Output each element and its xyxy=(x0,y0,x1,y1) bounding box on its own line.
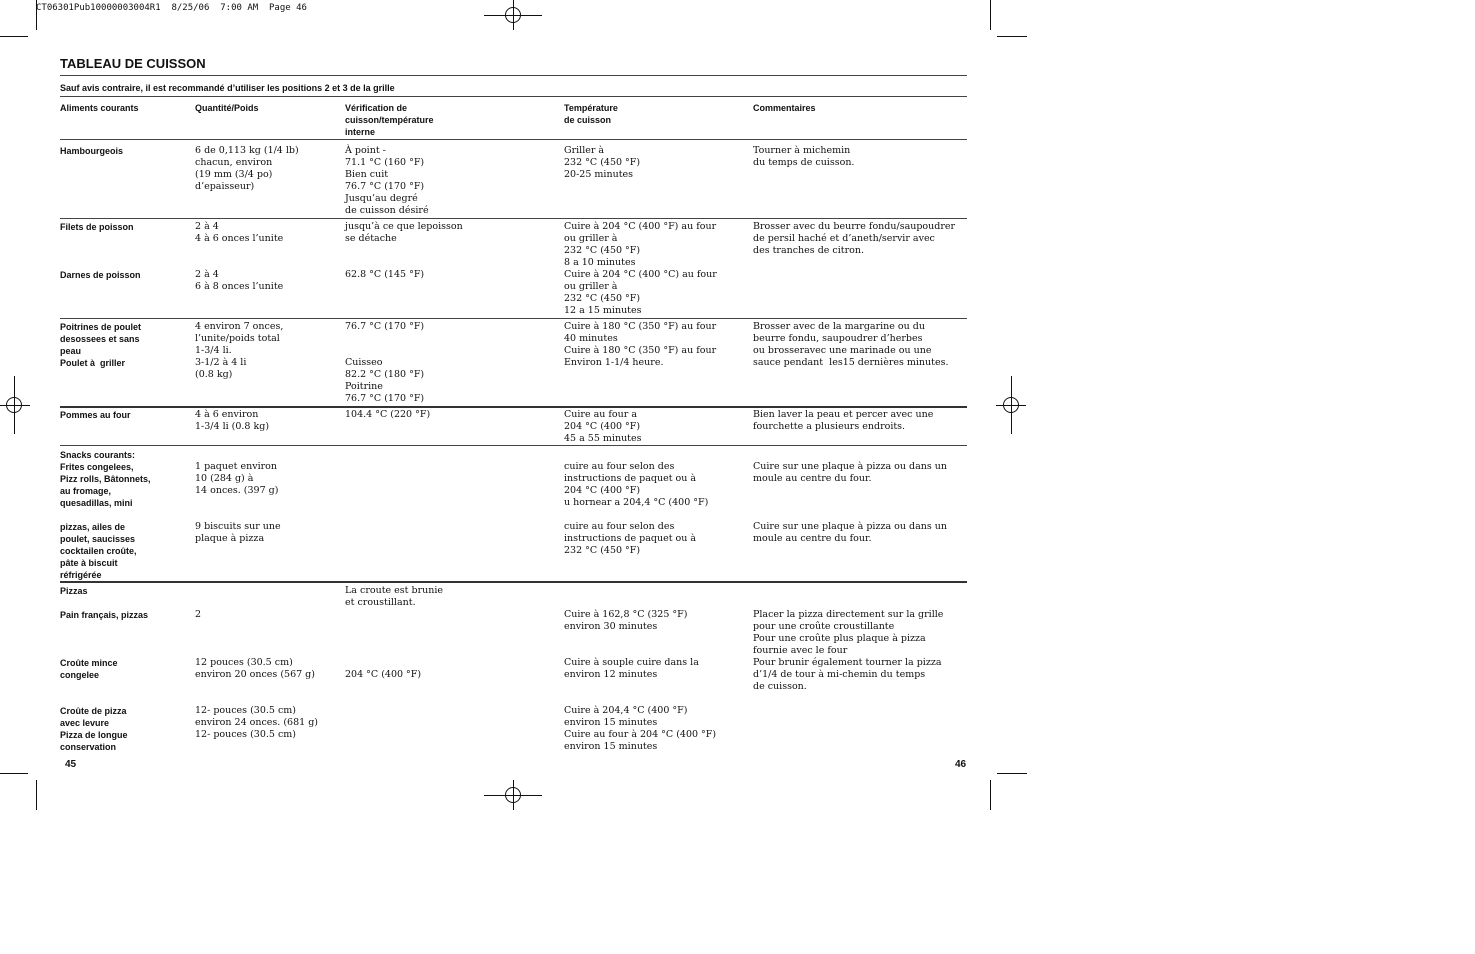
cell-quantite: 4 environ 7 onces, l’unite/poids total 1-3/4 li. 3-1/2 à 4 li (0.8 kg) xyxy=(195,321,284,380)
header-commentaires: Commentaires xyxy=(753,103,816,113)
cell-commentaire: Cuire sur une plaque à pizza ou dans un moule au centre du four. xyxy=(753,461,948,484)
page-number-right: 46 xyxy=(955,759,967,770)
divider xyxy=(60,96,967,97)
cell-verification: 104.4 °C (220 °F) xyxy=(345,409,431,420)
cell-quantite: 12- pouces (30.5 cm) environ 24 onces. (681 g) 12- pouces (30.5 cm) xyxy=(195,705,318,740)
crop-mark xyxy=(997,36,1027,37)
crop-mark xyxy=(0,773,28,774)
page-number-left: 45 xyxy=(65,759,77,770)
cell-quantite: 4 à 6 environ 1-3/4 li (0.8 kg) xyxy=(195,409,270,432)
cell-aliment: pizzas, ailes de poulet, saucisses cocktailen croûte, pâte à biscuit réfrigérée xyxy=(60,522,137,580)
cell-verification: 76.7 °C (170 °F) Cuisseo 82.2 °C (180 °F) Poitrine 76.7 °C (170 °F) xyxy=(345,321,425,404)
divider xyxy=(60,406,967,408)
cell-temperature: cuire au four selon des instructions de paquet ou à 204 °C (400 °F) u hornear a 204,4 °C (400 °F) xyxy=(564,461,709,508)
cell-aliment: Pain français, pizzas xyxy=(60,610,149,620)
cell-aliment: Darnes de poisson xyxy=(60,270,141,280)
cell-temperature: Cuire à 162,8 °C (325 °F) environ 30 minutes xyxy=(564,609,688,632)
crop-mark xyxy=(36,780,37,810)
header-verification: Vérification de cuisson/température interne xyxy=(345,103,434,137)
cell-temperature: Cuire au four a 204 °C (400 °F) 45 a 55 minutes xyxy=(564,409,642,444)
cell-aliment: Hambourgeois xyxy=(60,146,124,156)
cell-aliment: Pizzas xyxy=(60,586,88,596)
cell-commentaire: Brosser avec de la margarine ou du beurre fondu, saupoudrer d’herbes ou brosseravec une marinade ou une sauce pendant les15 dernières minutes. xyxy=(753,321,949,368)
crop-mark xyxy=(990,0,991,30)
cell-quantite: 12 pouces (30.5 cm) environ 20 onces (567 g) xyxy=(195,657,315,680)
divider xyxy=(60,218,967,219)
page-title: TABLEAU DE CUISSON xyxy=(60,56,206,71)
crop-mark xyxy=(0,36,28,37)
cell-temperature: Cuire à souple cuire dans la environ 12 minutes xyxy=(564,657,699,680)
cell-aliment: Poitrines de poulet desossees et sans peau Poulet à griller xyxy=(60,322,142,368)
cell-temperature: Griller à 232 °C (450 °F) 20-25 minutes xyxy=(564,145,641,180)
printer-slug: CT06301Pub10000003004R1 8/25/06 7:00 AM Page 46 xyxy=(36,3,307,13)
cell-quantite: 6 de 0,113 kg (1/4 lb) chacun, environ (19 mm (3/4 po) d’epaisseur) xyxy=(195,145,299,192)
header-aliments: Aliments courants xyxy=(60,103,139,113)
crop-mark xyxy=(36,0,37,30)
cell-aliment: Pommes au four xyxy=(60,410,131,420)
crop-mark xyxy=(997,773,1027,774)
cell-quantite: 1 paquet environ 10 (284 g) à 14 onces. (397 g) xyxy=(195,461,279,496)
cell-quantite: 2 à 4 6 à 8 onces l’unite xyxy=(195,269,284,292)
header-temperature: Température de cuisson xyxy=(564,103,618,125)
cell-commentaire: Placer la pizza directement sur la grille pour une croûte croustillante Pour une croûte plus plaque à pizza fournie avec le four Pour brunir également tourner la pizza d’1/4 de tour à mi-chemin du temps de cuisson. xyxy=(753,609,944,692)
cell-verification: La croute est brunie et croustillant. xyxy=(345,585,444,608)
cell-temperature: Cuire à 204,4 °C (400 °F) environ 15 minutes Cuire au four à 204 °C (400 °F) environ 15 minutes xyxy=(564,705,717,752)
divider xyxy=(60,139,967,140)
cell-verification: 62.8 °C (145 °F) xyxy=(345,269,425,280)
cell-temperature: cuire au four selon des instructions de paquet ou à 232 °C (450 °F) xyxy=(564,521,697,556)
cell-aliment: Snacks courants: Frites congelees, Pizz rolls, Bâtonnets, au fromage, quesadillas, mini xyxy=(60,450,151,508)
cell-quantite: 2 xyxy=(195,609,202,620)
cell-temperature: Cuire à 180 °C (350 °F) au four 40 minutes Cuire à 180 °C (350 °F) au four Environ 1-1/4 heure. xyxy=(564,321,717,368)
header-quantite: Quantité/Poids xyxy=(195,103,259,113)
crop-mark xyxy=(990,780,991,810)
cell-commentaire: Cuire sur une plaque à pizza ou dans un moule au centre du four. xyxy=(753,521,948,544)
cell-quantite: 2 à 4 4 à 6 onces l’unite xyxy=(195,221,284,244)
cell-quantite: 9 biscuits sur une plaque à pizza xyxy=(195,521,281,544)
cell-verification: 204 °C (400 °F) xyxy=(345,669,422,680)
cell-temperature: Cuire à 204 °C (400 °F) au four ou griller à 232 °C (450 °F) 8 a 10 minutes xyxy=(564,221,717,268)
cell-commentaire: Brosser avec du beurre fondu/saupoudrer de persil haché et d’aneth/servir avec des tranches de citron. xyxy=(753,221,956,256)
cell-verification: jusqu’à ce que lepoisson se détache xyxy=(345,221,463,244)
cell-verification: À point - 71.1 °C (160 °F) Bien cuit 76.7 °C (170 °F) Jusqu’au degré de cuisson désiré xyxy=(345,145,429,216)
divider xyxy=(60,445,967,446)
cell-commentaire: Tourner à michemin du temps de cuisson. xyxy=(753,145,855,168)
cell-commentaire: Bien laver la peau et percer avec une fourchette a plusieurs endroits. xyxy=(753,409,934,432)
cell-aliment: Croûte mince congelee xyxy=(60,658,118,680)
cell-temperature: Cuire à 204 °C (400 °C) au four ou griller à 232 °C (450 °F) 12 a 15 minutes xyxy=(564,269,717,316)
page-subtitle: Sauf avis contraire, il est recommandé d’utiliser les positions 2 et 3 de la grille xyxy=(60,83,395,93)
divider xyxy=(60,318,967,319)
divider xyxy=(60,75,967,76)
divider xyxy=(60,581,967,583)
cell-aliment: Croûte de pizza avec levure Pizza de longue conservation xyxy=(60,706,128,752)
cell-aliment: Filets de poisson xyxy=(60,222,134,232)
